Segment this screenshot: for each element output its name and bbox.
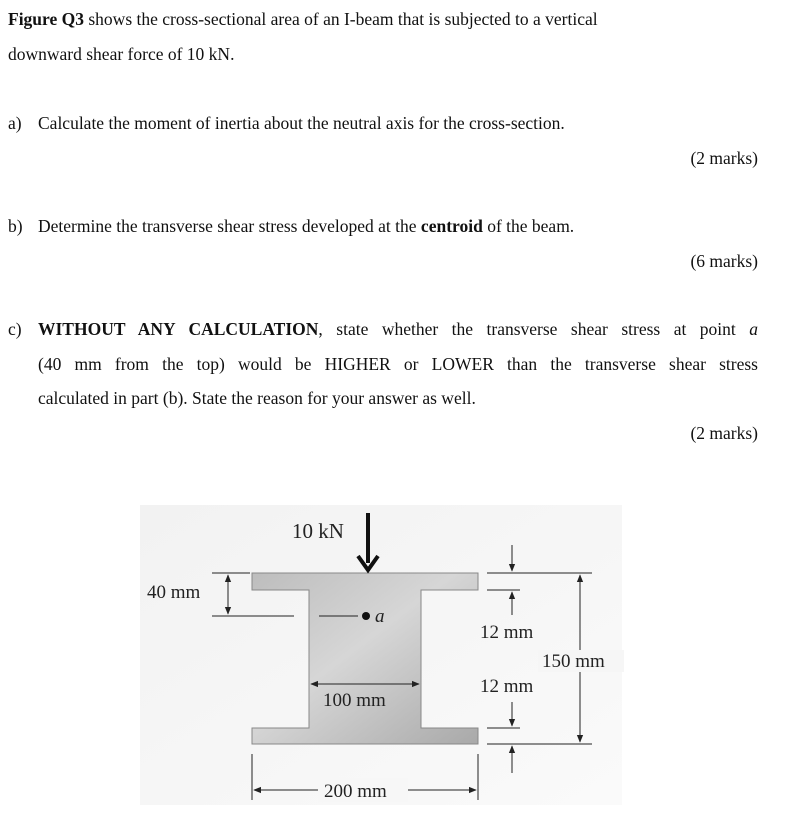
question-c-point: a <box>749 319 758 339</box>
flange-width-label: 200 mm <box>324 781 387 802</box>
question-c-line-1-text: , state whether the transverse shear stress at point <box>318 319 750 339</box>
question-c-bold-lead: WITHOUT ANY CALCULATION <box>38 319 319 339</box>
point-a-dot <box>362 612 370 620</box>
question-c-line-2: (40 mm from the top) would be HIGHER or LOWER than the transverse shear stress <box>38 354 758 374</box>
point-a-label: a <box>375 606 385 627</box>
force-label: 10 kN <box>292 519 344 543</box>
flange-top-thickness-label: 12 mm <box>480 622 534 643</box>
dim-40-label: 40 mm <box>147 582 201 603</box>
flange-bottom-thickness-label: 12 mm <box>480 676 534 697</box>
web-width-label: 100 mm <box>323 690 386 711</box>
question-c-marks: (2 marks) <box>690 423 758 443</box>
question-b-marks: (6 marks) <box>690 251 758 271</box>
question-a-label: a) <box>8 113 22 133</box>
question-c-line-3: calculated in part (b). State the reason for your answer as well. <box>38 388 476 408</box>
figure-reference: Figure Q3 <box>8 9 84 29</box>
question-a-text: Calculate the moment of inertia about the neutral axis for the cross-section. <box>38 113 565 133</box>
intro-line-2: downward shear force of 10 kN. <box>8 44 235 64</box>
question-c-label: c) <box>8 319 22 339</box>
question-b-label: b) <box>8 216 23 236</box>
question-a-marks: (2 marks) <box>690 148 758 168</box>
question-b-text-after: of the beam. <box>482 216 575 236</box>
question-b-text-before: Determine the transverse shear stress developed at the <box>38 216 421 236</box>
total-height-label: 150 mm <box>542 651 605 672</box>
intro-line-1-text: shows the cross-sectional area of an I-beam that is subjected to a vertical <box>84 9 598 29</box>
question-b-bold: centroid <box>420 216 483 236</box>
